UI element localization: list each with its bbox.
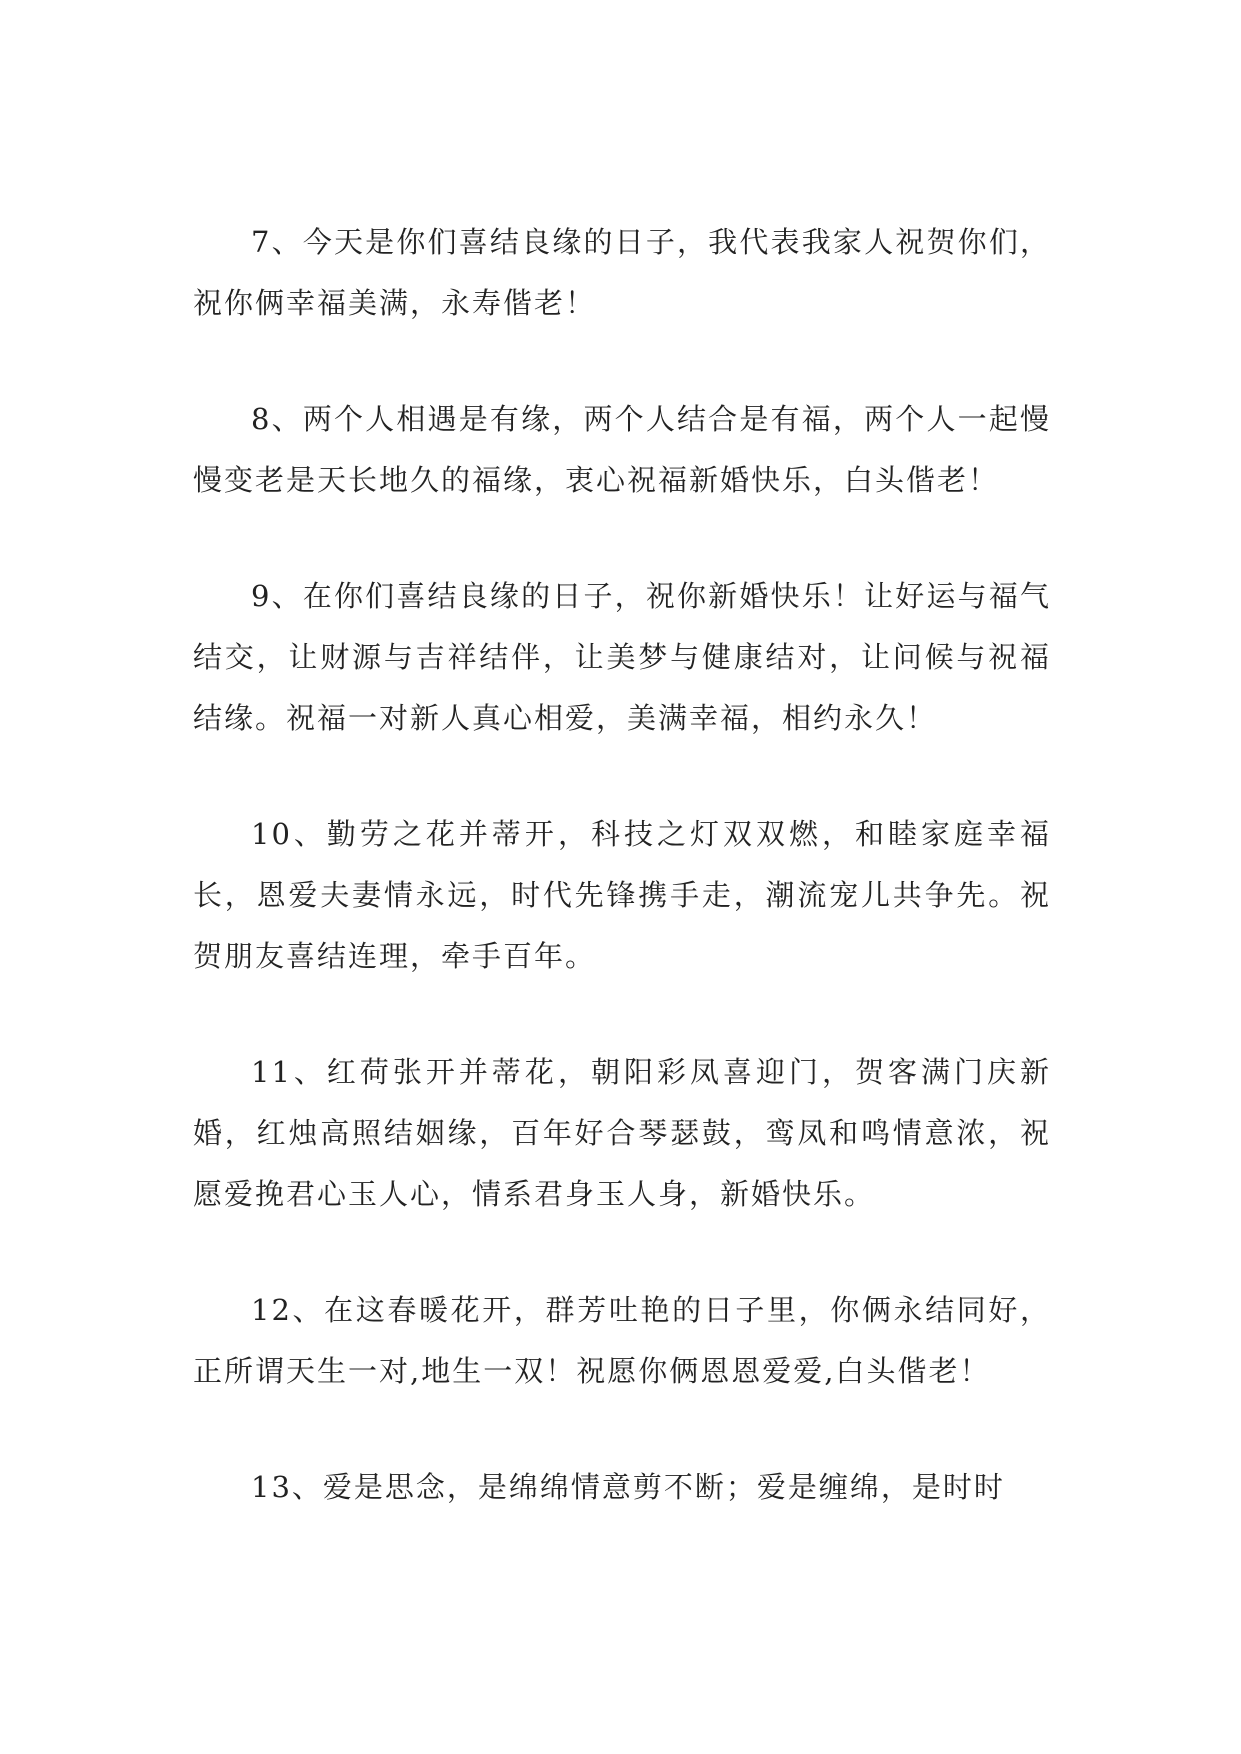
paragraph-13: 13、爱是思念，是绵绵情意剪不断；爱是缠绵，是时时 (251, 1470, 1005, 1504)
paragraph-12: 12、在这春暖花开，群芳吐艳的日子里，你俩永结同好，正所谓天生一对,地生一双！祝愿你俩恩恩爱爱,白头偕老！ (193, 1293, 1051, 1388)
document-body (193, 212, 1051, 1573)
paragraph-8: 8、两个人相遇是有缘，两个人结合是有福，两个人一起慢慢变老是天长地久的福缘，衷心祝福新婚快乐，白头偕老！ (193, 402, 1051, 497)
paragraph-7: 7、今天是你们喜结良缘的日子，我代表我家人祝贺你们，祝你俩幸福美满，永寿偕老！ (193, 225, 1051, 320)
paragraph-11: 11、红荷张开并蒂花，朝阳彩凤喜迎门，贺客满门庆新婚，红烛高照结姻缘，百年好合琴瑟鼓，鸾凤和鸣情意浓，祝愿爱挽君心玉人心，情系君身玉人身，新婚快乐。 (193, 1055, 1051, 1211)
paragraph-10: 10、勤劳之花并蒂开，科技之灯双双燃，和睦家庭幸福长，恩爱夫妻情永远，时代先锋携手走，潮流宠儿共争先。祝贺朋友喜结连理，牵手百年。 (193, 817, 1051, 973)
paragraph-9: 9、在你们喜结良缘的日子，祝你新婚快乐！让好运与福气结交，让财源与吉祥结伴，让美梦与健康结对，让问候与祝福结缘。祝福一对新人真心相爱，美满幸福，相约永久！ (193, 579, 1051, 735)
